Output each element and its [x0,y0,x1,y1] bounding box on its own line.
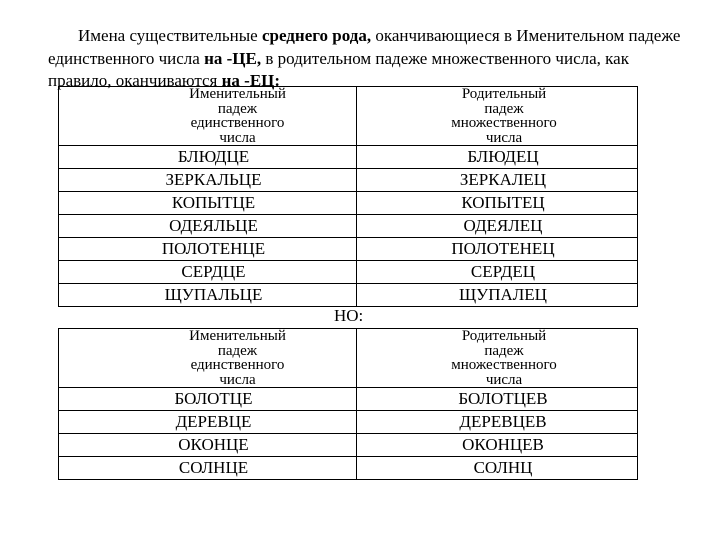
nominative-word: ПОЛОТЕНЦЕ [161,239,266,258]
genitive-word: ДЕРЕВЦЕВ [459,412,547,431]
rule-text: в родительном падеже множественного числа, как правило, оканчиваются [48,48,629,90]
table-row [59,284,638,307]
nominative-word: ОКОНЦЕ [178,435,249,454]
genitive-word: ЩУПАЛЕЦ [459,285,547,304]
genitive-word: ОДЕЯЛЕЦ [463,216,543,235]
nominative-word: БОЛОТЦЕ [174,389,253,408]
nominative-word: ДЕРЕВЦЕ [175,412,252,431]
genitive-word: СОЛНЦ [473,458,533,477]
genitive-word: БЛЮДЕЦ [467,147,539,166]
genitive-word: ОКОНЦЕВ [462,435,544,454]
nominative-word: БЛЮДЦЕ [177,147,250,166]
main-word-table [58,86,638,307]
genitive-word: БОЛОТЦЕВ [458,389,548,408]
exception-word-table [58,328,638,480]
table-row [59,192,638,215]
nominative-header: Именительный падеж единственного числа [59,329,357,388]
nominative-word: ЩУПАЛЬЦЕ [164,285,263,304]
rule-emphasis-ending-tse: на -ЦЕ, [204,48,262,68]
table-row [59,215,638,238]
rule-text: оканчивающиеся в Именительном падеже единственного числа [48,26,681,68]
genitive-word: ЗЕРКАЛЕЦ [459,170,547,189]
nominative-word: СЕРДЦЕ [181,262,246,281]
nominative-header: Именительный падеж единственного числа [59,87,357,146]
nominative-word: СОЛНЦЕ [178,458,249,477]
table-row [59,434,638,457]
table-row [59,457,638,480]
genitive-header: Родительный падеж множественного числа [357,87,638,146]
genitive-word: ПОЛОТЕНЕЦ [451,239,555,258]
genitive-header: Родительный падеж множественного числа [357,329,638,388]
nominative-word: ОДЕЯЛЬЦЕ [169,216,258,235]
rule-emphasis-ending-ets: на -ЕЦ: [221,71,281,90]
rule-paragraph [48,25,688,93]
nominative-word: ЗЕРКАЛЬЦЕ [165,170,262,189]
table-header-row [59,87,638,146]
table-row [59,146,638,169]
exception-label: НО: [334,306,364,325]
table-row [59,388,638,411]
table-row [59,261,638,284]
rule-text: Имена существительные [78,26,262,45]
table-row [59,169,638,192]
rule-emphasis-gender: среднего рода, [261,26,372,45]
table-row [59,411,638,434]
table-header-row [59,329,638,388]
genitive-word: СЕРДЕЦ [470,262,536,281]
genitive-word: КОПЫТЕЦ [461,193,545,212]
table-row [59,238,638,261]
nominative-word: КОПЫТЦЕ [171,193,256,212]
